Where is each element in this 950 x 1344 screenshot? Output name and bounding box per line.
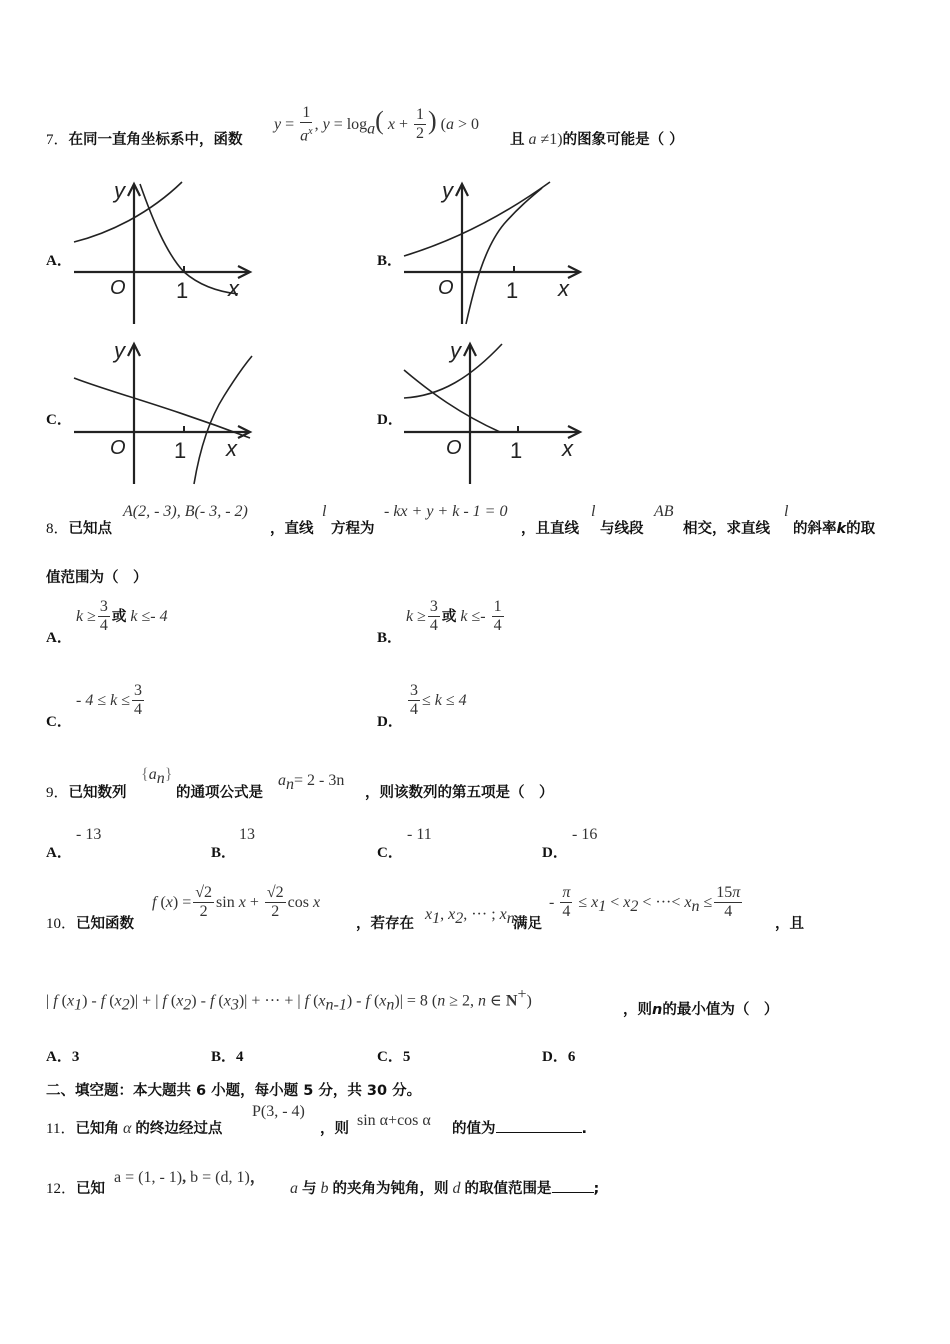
svg-text:x: x	[562, 436, 573, 461]
q7-option-c-label: C．	[46, 412, 72, 428]
q12-answer-blank[interactable]	[552, 1192, 594, 1193]
q7-graph-b	[400, 178, 590, 328]
q8-line-2: 值范围为（ ）	[46, 570, 148, 586]
q7-graph-c	[70, 338, 260, 488]
q7-line-b: 且 a ≠1)的图象可能是（ ）	[510, 131, 684, 148]
q7-graph-d	[400, 338, 590, 488]
q9-line: 9．已知数列	[46, 785, 127, 801]
axis-y-label: y	[114, 178, 125, 203]
q11-point: P(3, - 4)	[252, 1103, 305, 1120]
q9-seq: $\{a_n\}$	[141, 766, 173, 788]
tick-one-label: 1	[176, 278, 189, 303]
svg-text:x: x	[558, 276, 569, 301]
q10-function: f (x) = $\frac{√2}{2}$ sin x + $\frac{√2}{2}$ cos x	[152, 884, 321, 920]
q10-condition: - $\frac{\pi}{4}$ ≤ $x_1 < x_2$ < ···< $x_n$ ≤ $\frac{15\pi}{4}$	[549, 884, 741, 920]
svg-text:y: y	[450, 338, 461, 363]
q10-xs: $x_1$, $x_2$, ··· ; $x_n$	[425, 906, 515, 928]
q11-answer-blank[interactable]	[496, 1132, 582, 1133]
q12-vectors: a = (1, - 1), b = (d, 1)，	[114, 1169, 266, 1186]
svg-text:1: 1	[506, 278, 519, 303]
q7-number: 7．	[46, 132, 69, 148]
q7-option-a-label: A．	[46, 253, 72, 269]
q11-expr: sin α+cos α	[357, 1112, 431, 1129]
q9-formula: $a_n= 2 - 3n$	[278, 772, 345, 794]
q9-option-d-value: - 16	[572, 826, 598, 843]
section-2-title: 二、填空题：本大题共 6 小题，每小题 5 分，共 30 分。	[46, 1083, 422, 1099]
q12-line: 12．已知	[46, 1181, 106, 1197]
q10-option-a: A．3	[46, 1049, 80, 1065]
q8-option-c: - 4 ≤ k ≤ $\frac{3}{4}$	[76, 682, 142, 718]
q8-option-b: k ≥ $\frac{3}{4}$ 或 k ≤- $\frac{1}{4}$	[406, 598, 502, 634]
origin-label: O	[110, 277, 126, 299]
q10-option-d: D．6	[542, 1049, 576, 1065]
q10-line: 10．已知函数	[46, 916, 135, 932]
q8-points: A(2, - 3), B(- 3, - 2)	[123, 503, 248, 520]
q8-option-a: k ≥ $\frac{3}{4}$ 或 k ≤- 4	[76, 598, 168, 634]
q7-graph-a	[70, 178, 260, 328]
q9-option-c-value: - 11	[407, 826, 432, 843]
q10-option-c: C．5	[377, 1049, 411, 1065]
q11-line: 11．已知角 α 的终边经过点	[46, 1120, 223, 1137]
q7-line	[46, 128, 243, 149]
q10-option-b: B．4	[211, 1049, 244, 1065]
q10-sum: | f $(x_1)$ - f $(x_2)|$ + | f $(x_2)$ - f $(x_3)|$ + ··· + | f $(x_{n-1})$ - f $(x_n)| = 8$ (n ≥ 2, n ∈ N+)	[46, 986, 532, 1014]
q8-equation: - kx + y + k - 1 = 0	[384, 503, 508, 520]
svg-text:y: y	[114, 338, 125, 363]
q7-text-a: 在同一直角坐标系中，函数	[68, 132, 243, 148]
q7-option-b-label: B．	[377, 253, 403, 269]
q7-option-d-label: D．	[377, 412, 403, 428]
axis-x-label: x	[228, 276, 239, 301]
q8-line: 8．已知点	[46, 521, 113, 537]
q7-formula: y = $\frac{1}{a^x}$ , $y = \log_a$( x + $\frac{1}{2}$ ) (a > 0	[274, 104, 480, 145]
svg-text:O: O	[438, 277, 454, 299]
q8-option-d: $\frac{3}{4}$ ≤ k ≤ 4	[410, 682, 467, 718]
q8-line-b: ，直线	[270, 521, 314, 537]
q9-option-a-value: - 13	[76, 826, 102, 843]
svg-text:1: 1	[510, 438, 523, 463]
svg-text:1: 1	[174, 438, 187, 463]
svg-text:O: O	[110, 437, 126, 459]
svg-text:y: y	[442, 178, 453, 203]
q9-option-b-value: 13	[239, 826, 255, 843]
svg-text:O: O	[446, 437, 462, 459]
svg-text:x: x	[226, 436, 237, 461]
